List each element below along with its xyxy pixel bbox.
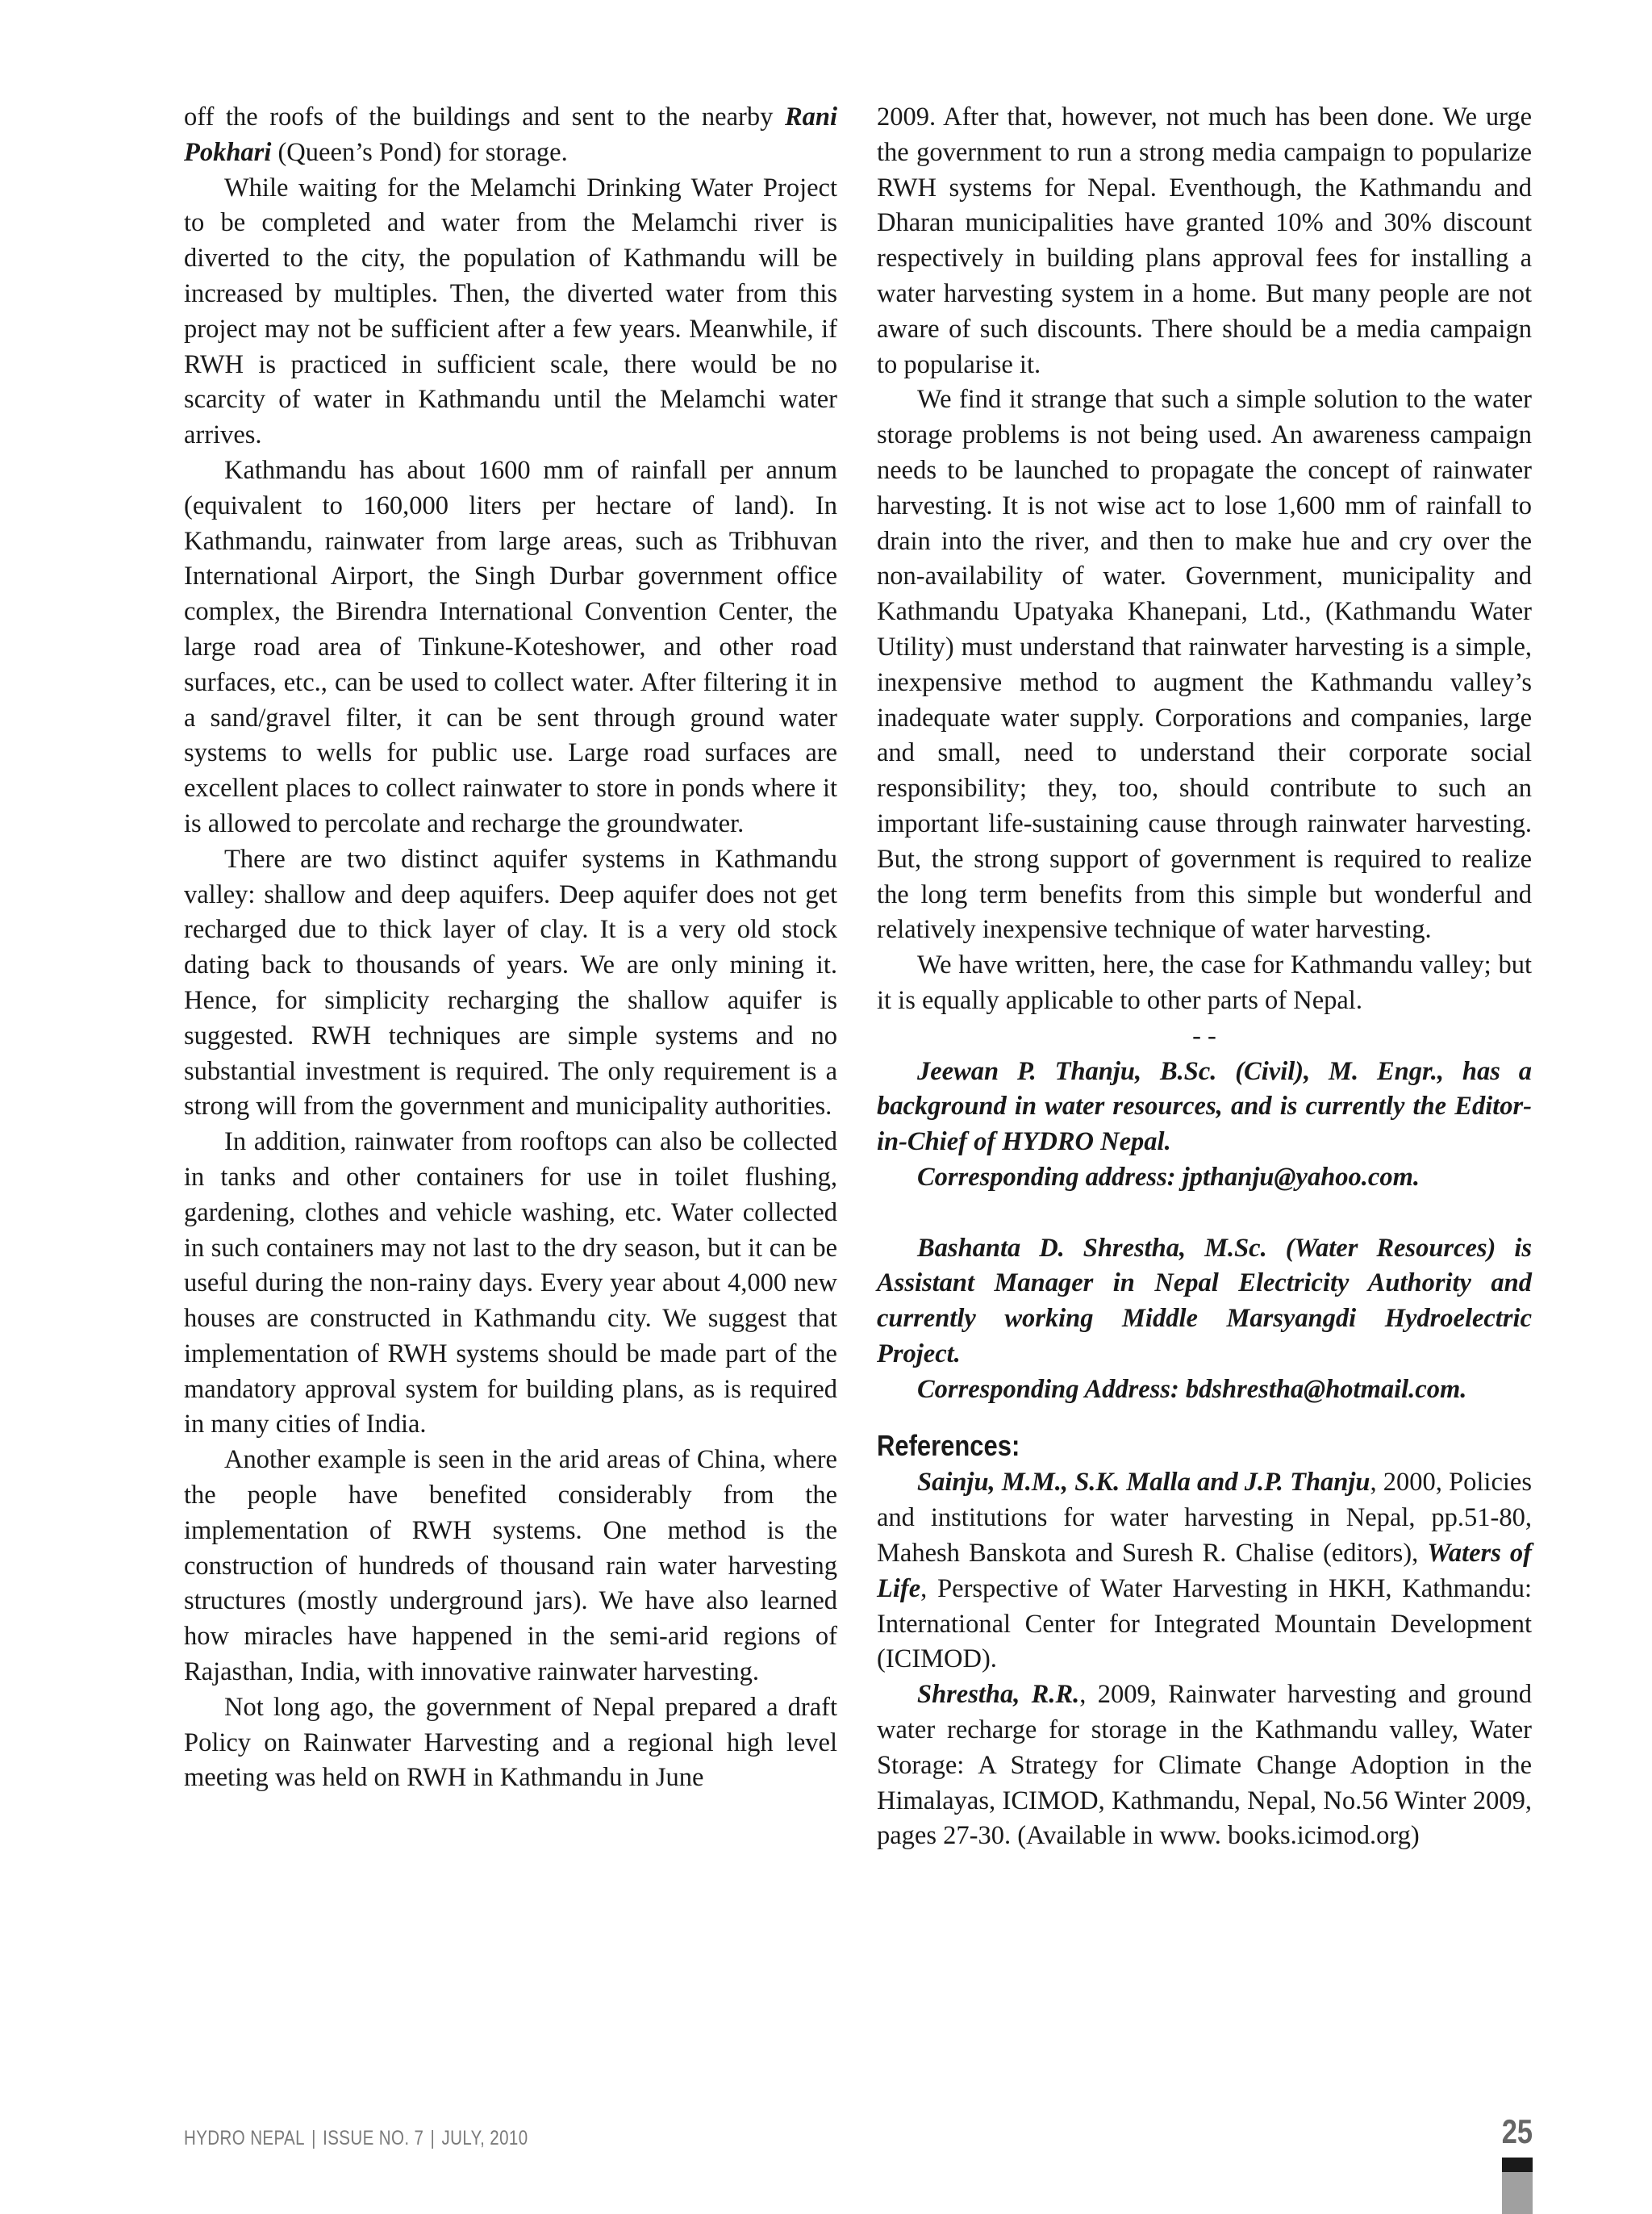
paragraph-text: off the roofs of the buildings and sent to the nearby (184, 102, 785, 132)
page-tab-bar (1502, 2172, 1533, 2214)
right-column (877, 100, 1532, 1854)
paragraph: In addition, rainwater from rooftops can also be collected in tanks and other containers for use in toilet flushing, gardening, clothes and vehicle washing, etc. Water collected in such containers may not last to the dry season, but it can be useful during the non-rainy days. Every year about 4,000 new houses are constructed in Kathmandu city. We suggest that implementation of RWH systems should be made part of the mandatory approval system for building plans, as is required in many cities of India. (184, 1127, 837, 1439)
reference-title: Waters of Life (877, 1539, 1533, 1603)
paragraph: Kathmandu has about 1600 mm of rainfall per annum (equivalent to 160,000 liters per hectare of land). In Kathmandu, rainwater from large areas, such as Tribhuvan International Airport, the Singh Durbar government office complex, the Birendra International Convention Center, the large road area of Tinkune-Koteshower, and other road surfaces, etc., can be used to collect water. After filtering it in a sand/gravel filter, it can be sent through ground water systems to wells for public use. Large road surfaces are excellent places to collect rainwater to store in ponds where it is allowed to percolate and recharge the groundwater. (184, 455, 837, 838)
issue-date: JULY, 2010 (441, 2127, 528, 2149)
paragraph (184, 100, 837, 171)
place-name: Rani Pokhari (184, 102, 837, 167)
spacer (877, 1196, 1532, 1231)
author-bio: Bashanta D. Shrestha, M.Sc. (Water Resources) is Assistant Manager in Nepal Electricity Authority and currently working Middle Marsyangdi Hydroelectric Project. (877, 1233, 1532, 1368)
page-footer (184, 2127, 528, 2150)
paragraph: While waiting for the Melamchi Drinking Water Project to be completed and water from the Melamchi river is diverted to the city, the population of Kathmandu will be increased by multiples. Then, the diverted water from this project may not be sufficient after a few years. Meanwhile, if RWH is practiced in sufficient scale, there would be no scarcity of water in Kathmandu until the Melamchi water arrives. (184, 173, 837, 450)
references-heading: References: (877, 1429, 1020, 1463)
reference-entry (877, 1465, 1532, 1677)
paragraph: We find it strange that such a simple solution to the water storage problems is not being used. An awareness campaign needs to be launched to propagate the concept of rainwater harvesting. It is not wise act to lose 1,600 mm of rainfall to drain into the river, and then to make hue and cry over the non-availability of water. Government, municipality and Kathmandu Upatyaka Khanepani, Ltd., (Kathmandu Water Utility) must understand that rainwater harvesting is a simple, inexpensive method to augment the Kathmandu valley’s inadequate water supply. Corporations and companies, large and small, need to understand their corporate social responsibility; they, too, should contribute to such an important life-sustaining cause through rainwater harvesting. But, the strong support of government is required to realize the long term benefits from this simple but wonderful and relatively inexpensive technique of water harvesting. (877, 385, 1532, 945)
reference-authors: Sainju, M.M., S.K. Malla and J.P. Thanju (917, 1468, 1370, 1498)
footer-divider: | (430, 2127, 436, 2149)
page-number: 25 (1501, 2112, 1533, 2150)
journal-name: HYDRO NEPAL (184, 2127, 305, 2149)
issue-number: ISSUE NO. 7 (323, 2127, 424, 2149)
paragraph: Another example is seen in the arid areas of China, where the people have benefited considerably from the implementation of RWH systems. One method is the construction of hundreds of thousand rain water harvesting structures (mostly underground jars). We have also learned how miracles have happened in the semi-arid regions of Rajasthan, India, with innovative rainwater harvesting. (184, 1445, 837, 1687)
author-address: Corresponding address: jpthanju@yahoo.com. (917, 1162, 1420, 1192)
reference-authors: Shrestha, R.R. (917, 1680, 1080, 1710)
author-address: Corresponding Address: bdshrestha@hotmail.com. (917, 1374, 1467, 1404)
reference-text: , Perspective of Water Harvesting in HKH, Kathmandu: International Center for Integrated Mountain Development (ICIMOD). (877, 1573, 1532, 1674)
reference-text: , 2009, Rainwater harvesting and ground water recharge for storage in the Kathmandu valley, Water Storage: A Strategy for Climate Change Adoption in the Himalayas, ICIMOD, Kathmandu, Nepal, No.56 Winter 2009, pages 27-30. (Available in www. books.icimod.org) (877, 1680, 1532, 1851)
left-column (184, 100, 837, 1796)
paragraph-text: (Queen’s Pond) for storage. (271, 137, 568, 167)
paragraph: Not long ago, the government of Nepal prepared a draft Policy on Rainwater Harvesting and a regional high level meeting was held on RWH in Kathmandu in June (184, 1692, 837, 1793)
reference-text: , 2000, Policies and institutions for water harvesting in Nepal, pp.51-80, Mahesh Banskota and Suresh R. Chalise (editors), (877, 1468, 1532, 1569)
paragraph: We have written, here, the case for Kathmandu valley; but it is equally applicable to other parts of Nepal. (877, 950, 1532, 1015)
footer-divider: | (311, 2127, 316, 2149)
author-bio: Jeewan P. Thanju, B.Sc. (Civil), M. Engr., has a background in water resources, and is currently the Editor-in-Chief of HYDRO Nepal. (877, 1056, 1532, 1157)
page-tab-marker (1502, 2158, 1533, 2172)
reference-entry (877, 1677, 1532, 1854)
paragraph: 2009. After that, however, not much has been done. We urge the government to run a strong media campaign to popularize RWH systems for Nepal. Eventhough, the Kathmandu and Dharan municipalities have granted 10% and 30% discount respectively in building plans approval fees for installing a water harvesting system in a home. But many people are not aware of such discounts. There should be a media campaign to popularise it. (877, 102, 1532, 379)
paragraph: There are two distinct aquifer systems in Kathmandu valley: shallow and deep aquifers. Deep aquifer does not get recharged due to thick layer of clay. It is a very old stock dating back to thousands of years. We are only mining it. Hence, for simplicity recharging the shallow aquifer is suggested. RWH techniques are simple systems and no substantial investment is required. The only requirement is a strong will from the government and municipality authorities. (184, 844, 837, 1122)
section-separator: - - (1192, 1021, 1216, 1051)
